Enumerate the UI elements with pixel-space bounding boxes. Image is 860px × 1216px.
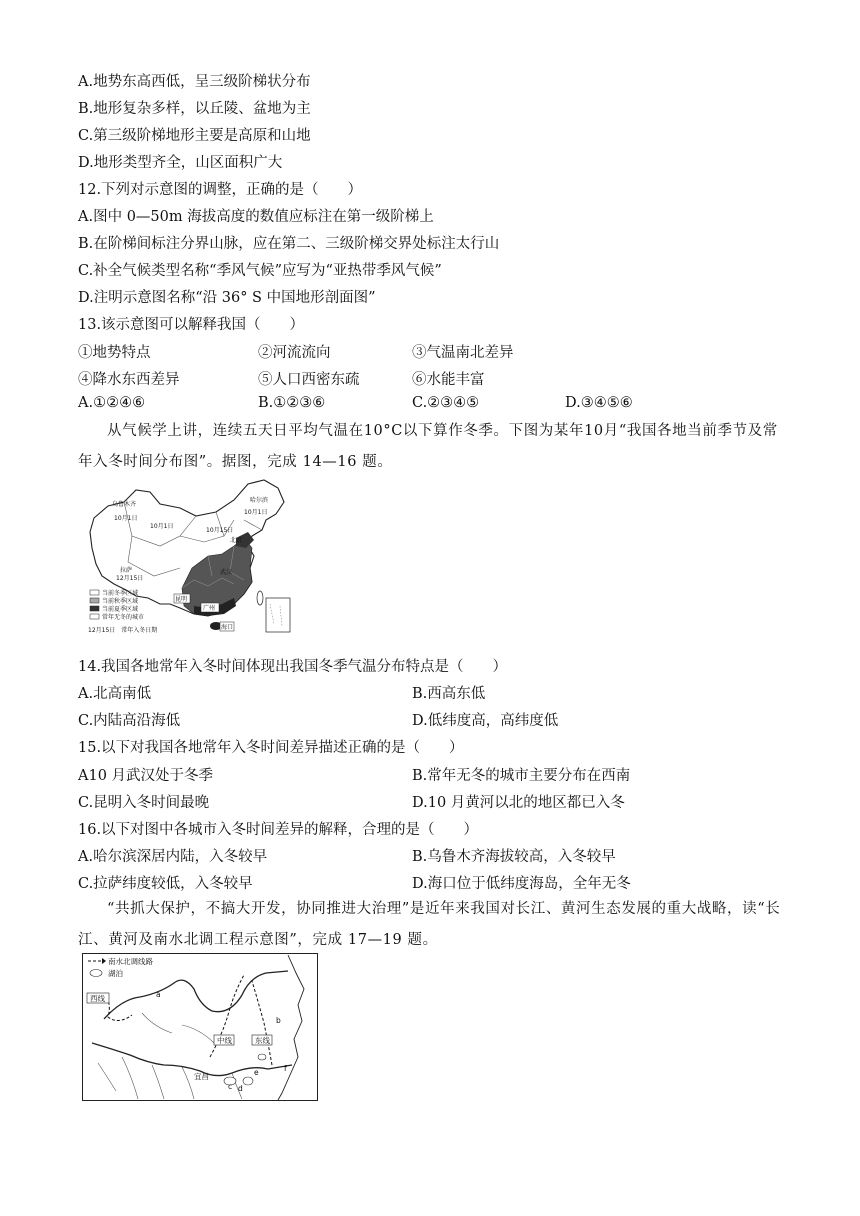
map1-label-wuhan: 武汉 — [220, 569, 233, 576]
water-diversion-map — [82, 953, 318, 1101]
q14-stem: 14.我国各地常年入冬时间体现出我国冬季气温分布特点是（ ） — [78, 659, 508, 675]
q13-option-d: D.③④⑤⑥ — [565, 395, 633, 411]
q11-option-b: B.地形复杂多样，以丘陵、盆地为主 — [78, 101, 311, 117]
map1-label-guangzhou: 广州 — [203, 605, 216, 612]
map1-label-date-2: 10月1日 — [150, 523, 174, 530]
map2-label-c: c — [228, 1082, 233, 1091]
q13-item-6: ⑥水能丰富 — [412, 372, 485, 388]
q13-option-b: B.①②③⑥ — [258, 395, 326, 411]
map1-legend-summer: 当前夏季区域 — [102, 606, 139, 613]
q13-item-4: ④降水东西差异 — [78, 372, 180, 388]
map1-label-haikou: 海口 — [221, 624, 234, 631]
q16-stem: 16.以下对图中各城市入冬时间差异的解释，合理的是（ ） — [78, 822, 479, 838]
map2-label-yichang: 宜昌 — [194, 1072, 209, 1081]
map1-legend-no-winter: 常年无冬的城市 — [102, 614, 145, 621]
map1-legend-autumn: 当前秋季区域 — [102, 598, 139, 605]
q11-option-a: A.地势东高西低，呈三级阶梯状分布 — [78, 74, 311, 90]
china-season-map — [84, 476, 304, 640]
map1-legend-date: 12月15日 常年入冬日期 — [88, 627, 158, 634]
q13-item-3: ③气温南北差异 — [412, 345, 514, 361]
q11-option-d: D.地形类型齐全，山区面积广大 — [78, 155, 283, 171]
q12-option-c: C.补全气候类型名称“季风气候”应写为“亚热带季风气候” — [78, 263, 442, 279]
map2-legend-route: 南水北调线路 — [108, 957, 153, 966]
map2-label-a: a — [156, 990, 161, 999]
q15-stem: 15.以下对我国各地常年入冬时间差异描述正确的是（ ） — [78, 740, 464, 756]
q13-option-a: A.①②④⑥ — [78, 395, 146, 411]
q15-option-c: C.昆明入冬时间最晚 — [78, 795, 210, 811]
map1-label-date-3: 10月1日 — [244, 509, 268, 516]
intro-14-16: 从气候学上讲，连续五天日平均气温在10°C以下算作冬季。下图为某年10月“我国各地当前季节及常年入冬时间分布图”。据图，完成 14—16 题。 — [78, 423, 778, 470]
map1-label-date-5: 12月15日 — [116, 575, 144, 582]
q13-option-c: C.②③④⑤ — [412, 395, 480, 411]
map2-legend-lake: 湖泊 — [108, 969, 123, 978]
map2-label-f: f — [284, 1064, 287, 1073]
map2-label-east-route: 东线 — [255, 1036, 270, 1045]
q16-option-b: B.乌鲁木齐海拔较高，入冬较早 — [412, 849, 616, 865]
map2-label-e: e — [254, 1068, 259, 1077]
q15-option-a: A10 月武汉处于冬季 — [78, 768, 214, 784]
q15-option-b: B.常年无冬的城市主要分布在西南 — [412, 768, 631, 784]
q13-item-5: ⑤人口西密东疏 — [258, 372, 360, 388]
map2-label-b: b — [276, 1016, 281, 1025]
q13-item-1: ①地势特点 — [78, 345, 151, 361]
q12-option-d: D.注明示意图名称“沿 36° S 中国地形剖面图” — [78, 290, 376, 306]
map2-label-west-route: 西线 — [90, 994, 105, 1003]
map1-label-date-4: 10月15日 — [206, 527, 234, 534]
q14-option-a: A.北高南低 — [78, 686, 152, 702]
map2-label-d: d — [238, 1084, 243, 1093]
map1-label-date-1: 10月1日 — [114, 515, 138, 522]
q12-option-a: A.图中 0—50m 海拔高度的数值应标注在第一级阶梯上 — [78, 209, 434, 225]
map1-label-lhasa: 拉萨 — [120, 567, 133, 574]
map1-label-beijing: 北京 — [230, 537, 243, 544]
q15-option-d: D.10 月黄河以北的地区都已入冬 — [412, 795, 625, 811]
q13-item-2: ②河流流向 — [258, 345, 331, 361]
q16-option-d: D.海口位于低纬度海岛，全年无冬 — [412, 876, 631, 892]
q14-option-c: C.内陆高沿海低 — [78, 713, 181, 729]
map2-label-middle-route: 中线 — [217, 1036, 232, 1045]
q16-option-c: C.拉萨纬度较低，入冬较早 — [78, 876, 253, 892]
q14-option-b: B.西高东低 — [412, 686, 486, 702]
q12-stem: 12.下列对示意图的调整，正确的是（ ） — [78, 182, 363, 198]
q11-option-c: C.第三级阶梯地形主要是高原和山地 — [78, 128, 311, 144]
map1-legend-winter: 当前冬季区域 — [102, 590, 139, 597]
map1-label-urumqi: 乌鲁木齐 — [112, 501, 137, 508]
q12-option-b: B.在阶梯间标注分界山脉，应在第二、三级阶梯交界处标注太行山 — [78, 236, 500, 252]
q13-stem: 13.该示意图可以解释我国（ ） — [78, 317, 305, 333]
intro-17-19: “共抓大保护，不搞大开发，协同推进大治理”是近年来我国对长江、黄河生态发展的重大战略，读“长江、黄河及南水北调工程示意图”，完成 17—19 题。 — [78, 901, 781, 948]
map1-label-harbin: 哈尔滨 — [250, 497, 269, 504]
q14-option-d: D.低纬度高，高纬度低 — [412, 713, 559, 729]
q16-option-a: A.哈尔滨深居内陆，入冬较早 — [78, 849, 268, 865]
map1-label-kunming: 昆明 — [175, 596, 188, 603]
